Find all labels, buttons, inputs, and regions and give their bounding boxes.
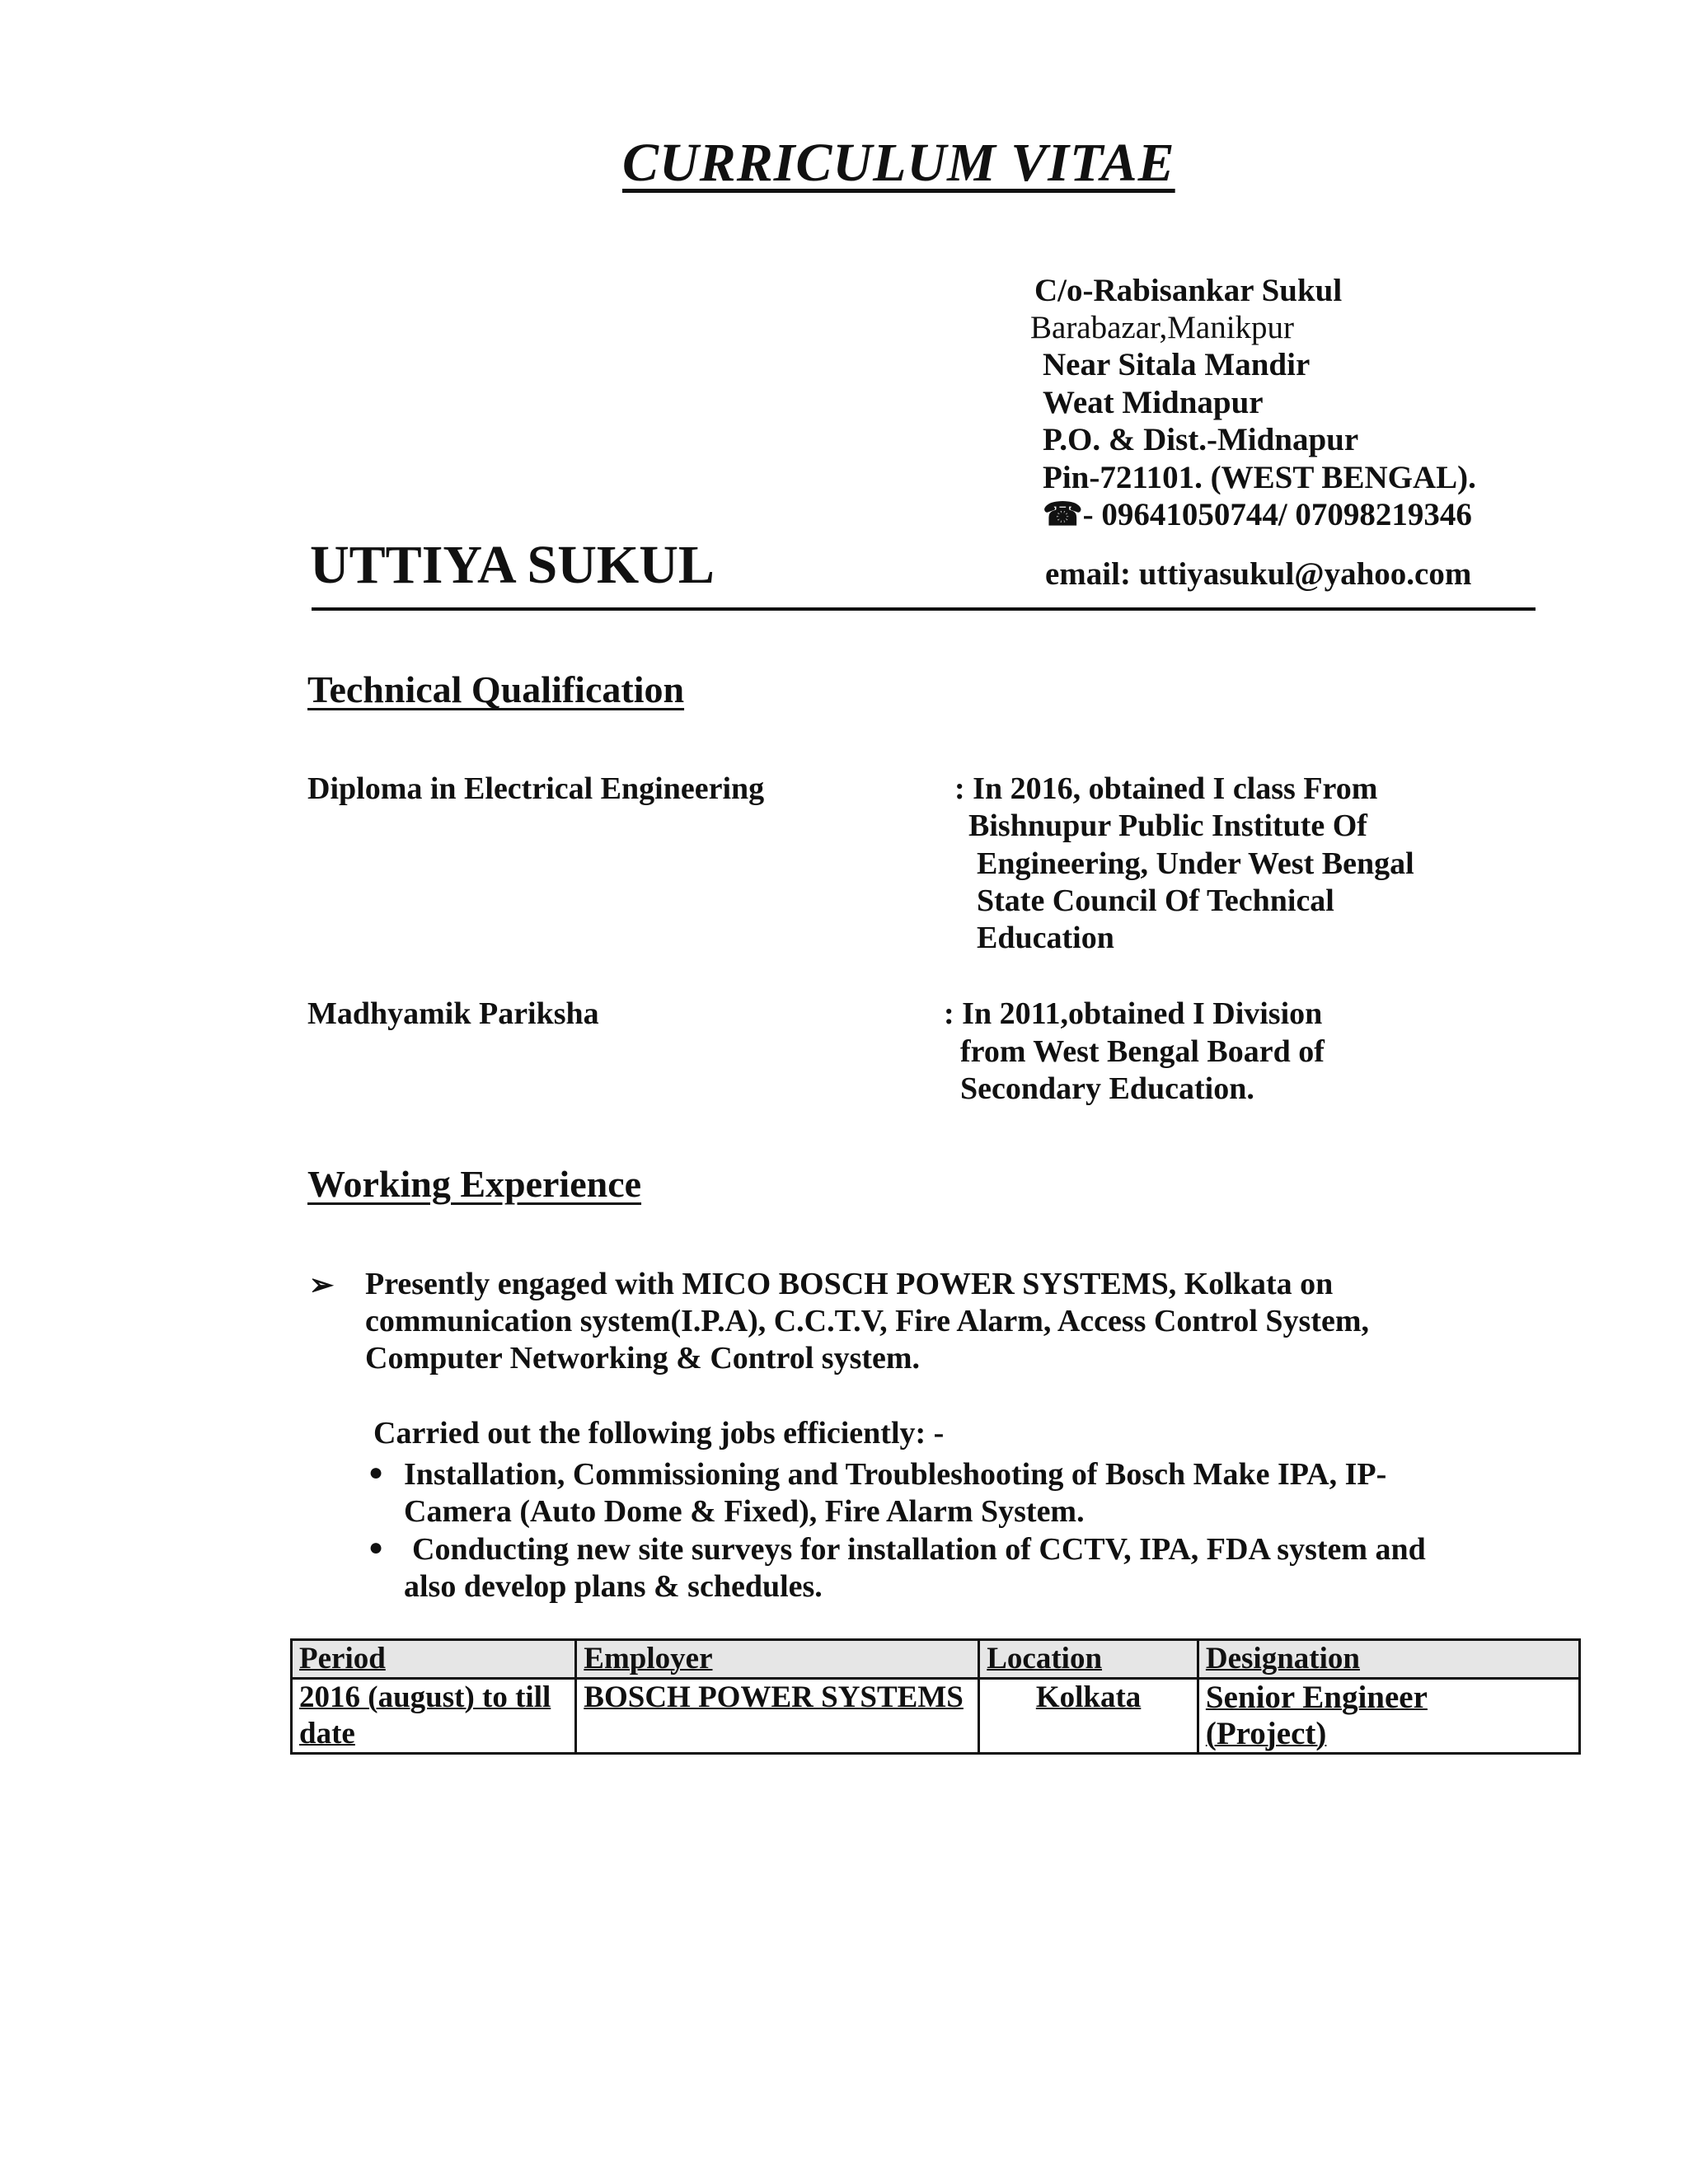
- qualification-detail-line: : In 2011,obtained I Division: [944, 996, 1323, 1031]
- qualification-label-diploma: Diploma in Electrical Engineering: [307, 771, 765, 806]
- address-line-locality: Barabazar,Manikpur: [1030, 310, 1295, 345]
- location-cell: [979, 1679, 1198, 1754]
- qualification-detail-line: from West Bengal Board of: [960, 1034, 1325, 1069]
- qualification-detail-line: Bishnupur Public Institute Of: [968, 808, 1367, 843]
- employer-cell: [576, 1679, 979, 1754]
- qualification-detail-line: Secondary Education.: [960, 1071, 1254, 1106]
- period-line: date: [299, 1717, 355, 1750]
- qualification-detail-line: State Council Of Technical: [977, 883, 1334, 918]
- period-cell: [292, 1679, 576, 1754]
- bullet-dot-icon: ●: [368, 1534, 384, 1561]
- jobs-heading: Carried out the following jobs efficiently: -: [373, 1416, 945, 1451]
- location-value: Kolkata: [1035, 1680, 1142, 1714]
- table-header-row: [292, 1640, 1580, 1679]
- technical-qualification-heading: Technical Qualification: [307, 668, 685, 710]
- employment-table: [290, 1638, 1581, 1755]
- address-phone: [1043, 496, 1472, 533]
- candidate-name: UTTIYA SUKUL: [310, 535, 715, 595]
- table-header-cell: [292, 1640, 576, 1679]
- qualification-detail-line: : In 2016, obtained I class From: [954, 771, 1378, 806]
- experience-intro-line: Computer Networking & Control system.: [365, 1341, 921, 1376]
- qualification-label-madhyamik: Madhyamik Pariksha: [307, 996, 599, 1031]
- address-line-co: C/o-Rabisankar Sukul: [1034, 273, 1343, 308]
- header-designation: Designation: [1205, 1642, 1360, 1675]
- job-bullet-line: Installation, Commissioning and Troubleshooting of Bosch Make IPA, IP-: [404, 1457, 1387, 1492]
- address-line-pin: Pin-721101. (WEST BENGAL).: [1043, 460, 1476, 495]
- header-employer: Employer: [584, 1642, 713, 1675]
- telephone-icon: ☎: [1043, 497, 1083, 532]
- address-email: email: uttiyasukul@yahoo.com: [1045, 556, 1472, 592]
- designation-line: Senior Engineer: [1205, 1680, 1428, 1715]
- experience-intro-line: communication system(I.P.A), C.C.T.V, Fire Alarm, Access Control System,: [365, 1304, 1370, 1338]
- period-line: 2016 (august) to till: [299, 1680, 551, 1714]
- arrow-bullet-icon: ➢: [309, 1268, 335, 1301]
- address-line-district: Weat Midnapur: [1043, 385, 1264, 420]
- table-header-cell: [1198, 1640, 1579, 1679]
- header-location: Location: [987, 1642, 1103, 1675]
- job-bullet-line: also develop plans & schedules.: [404, 1569, 823, 1604]
- document-title: CURRICULUM VITAE: [622, 133, 1175, 193]
- header-period: Period: [299, 1642, 386, 1675]
- address-line-po: P.O. & Dist.-Midnapur: [1043, 422, 1359, 457]
- job-bullet-line: Conducting new site surveys for installation of CCTV, IPA, FDA system and: [412, 1532, 1426, 1567]
- address-line-landmark: Near Sitala Mandir: [1043, 347, 1311, 382]
- table-header-cell: [576, 1640, 979, 1679]
- qualification-detail-line: Engineering, Under West Bengal: [977, 846, 1414, 881]
- bullet-dot-icon: ●: [368, 1459, 384, 1486]
- phone-numbers: - 09641050744/ 07098219346: [1082, 497, 1472, 532]
- qualification-detail-line: Education: [977, 921, 1114, 955]
- job-bullet-line: Camera (Auto Dome & Fixed), Fire Alarm System.: [404, 1494, 1085, 1529]
- experience-intro-line: Presently engaged with MICO BOSCH POWER SYSTEMS, Kolkata on: [365, 1267, 1334, 1301]
- table-header-cell: [979, 1640, 1198, 1679]
- header-divider: [312, 607, 1536, 611]
- designation-line: (Project): [1205, 1716, 1327, 1751]
- designation-cell: [1198, 1679, 1579, 1754]
- employer-value: BOSCH POWER SYSTEMS: [584, 1680, 964, 1714]
- table-row: [292, 1679, 1580, 1754]
- working-experience-heading: Working Experience: [307, 1163, 642, 1205]
